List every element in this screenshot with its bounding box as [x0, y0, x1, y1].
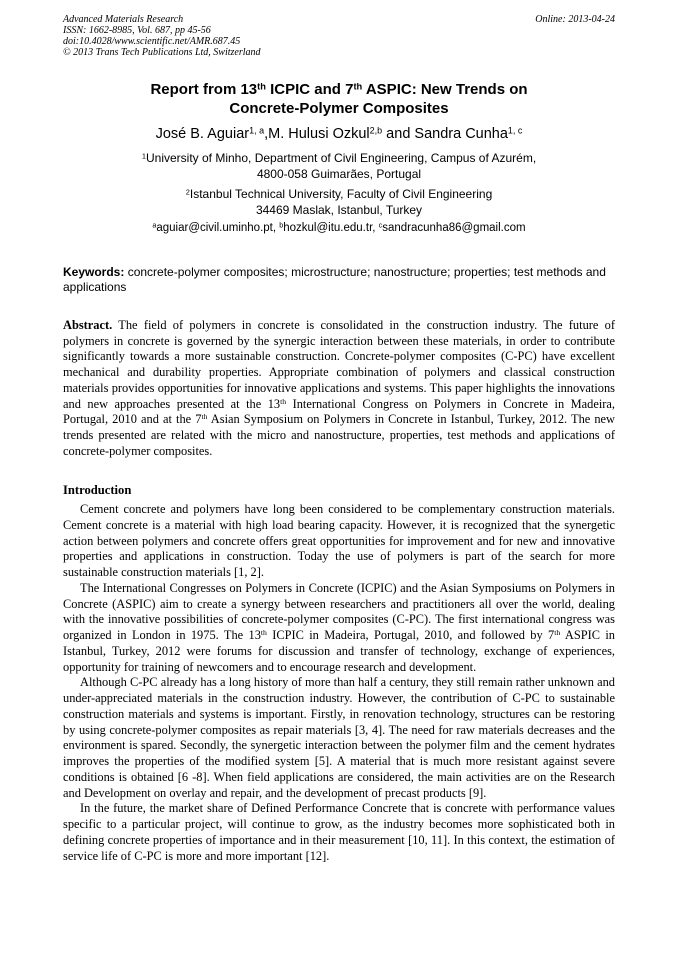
abstract-text: International Congress on Polymers in Concrete in Madeira, Portugal, 2010 and at the 7 [63, 396, 616, 427]
affil-marker: 2 [185, 187, 190, 197]
author-affil-marker: 2,b [369, 125, 383, 136]
title-line-2: Concrete-Polymer Composites [229, 100, 449, 117]
keywords-label: Keywords: [63, 265, 125, 279]
journal-name: Advanced Materials Research [63, 14, 184, 25]
author-affil-marker: 1, c [507, 125, 523, 136]
copyright-line: © 2013 Trans Tech Publications Ltd, Switzerland [63, 47, 261, 58]
email-link[interactable]: sandracunha86@gmail.com [382, 222, 526, 234]
affil-address: 34469 Maslak, Istanbul, Turkey [255, 203, 423, 217]
author-name: José B. Aguiar [155, 126, 250, 142]
author-affil-marker: 1, a [249, 125, 265, 136]
keywords-text: concrete-polymer composites; microstructure; nanostructure; properties; test methods and applications [63, 265, 606, 294]
paragraph: In the future, the market share of Defined Performance Concrete that is concrete with performance values specific to a particular project, will continue to grow, as the industry becomes more sophisticated both in defining concrete properties of importance and in their measurement [10, 11]. In this context, the estimation of service life of C-PC is more and more important [12]. [63, 801, 615, 863]
paragraph-superscript: th [554, 628, 561, 638]
author-name: and Sandra Cunha [382, 126, 508, 142]
paragraph-superscript: th [260, 628, 267, 638]
title-text: Report from 13 [150, 81, 258, 98]
author-emails [63, 221, 615, 236]
introduction-body [63, 502, 615, 864]
doi-line: doi:10.4028/www.scientific.net/AMR.687.45 [63, 36, 241, 47]
abstract-text: The field of polymers in concrete is consolidated in the construction industry. The future of polymers in concrete is governed by the synergic interaction between these materials, in order to contribute significantly towards a more sustainable construction. Concrete-polymer composites (C-PC) have excellent mechanical and durability properties. Appropriate combination of polymers and classical construction materials provides opportunities for innovative applications and systems. This paper highlights the innovations and new approaches presented at the 13 [63, 318, 615, 411]
affil-marker: 1 [141, 151, 146, 161]
author-name: ,M. Hulusi Ozkul [264, 126, 370, 142]
abstract-label: Abstract. [63, 318, 113, 332]
title-superscript: th [257, 81, 266, 92]
title-text: ASPIC: New Trends on [362, 81, 528, 98]
paper-title [63, 80, 615, 118]
title-text: ICPIC and 7 [265, 81, 354, 98]
affiliation-2 [63, 186, 615, 218]
paragraph-text: ASPIC in Istanbul, Turkey, 2012 were forums for discussion and transfer of technology, exchange of experiences, opportunity for training of newcomers and to encourage research and development. [63, 628, 615, 674]
issn-line: ISSN: 1662-8985, Vol. 687, pp 45-56 [63, 25, 211, 36]
title-line-1 [63, 80, 615, 99]
journal-header [63, 14, 615, 58]
paragraph: Cement concrete and polymers have long been considered to be complementary construction materials. Cement concrete is a material with high load bearing capacity. However, it is recognized that the synergetic action between polymers and concrete offers great opportunities for improvement and for new and innovative properties and applications in construction. Today the use of polymers is part of the search for more sustainable construction materials [1, 2]. [63, 502, 615, 579]
email-marker: a [152, 221, 157, 230]
affil-address: 4800-058 Guimarães, Portugal [256, 167, 422, 181]
affil-text: Istanbul Technical University, Faculty of Civil Engineering [189, 187, 493, 201]
affiliation-line [63, 186, 615, 202]
paragraph: Although C-PC already has a long history of more than half a century, they still remain rather unknown and under-appreciated materials in the construction industry. However, the contribution of C-PC to sustainable construction materials and systems is important. Firstly, in renovation technology, structures can be restoring by using concrete-polymer composites as repair materials [3, 4]. The need for raw materials decreases and the environment is spared. Secondly, the synergetic interaction between the polymer film and the cement hydrates improves the properties of the modified system [5]. A material that is much more resistant against severe conditions is obtained [6 -8]. When field applications are considered, the main activities are on the Research and Development on overlay and repair, and the development of precast products [9]. [63, 675, 615, 800]
email-marker: b [279, 221, 284, 230]
affiliation-1 [63, 150, 615, 182]
paragraph-text: The International Congresses on Polymers in Concrete (ICPIC) and the Asian Symposiums on Polymers in Concrete (ASPIC) aim to create a synergy between researchers and practitioners all over the world, dealing with the innovative possibilities of concrete-polymer composites (C-PC). The first international congress was organized in London in 1975. The 13 [63, 580, 615, 642]
abstract-superscript: th [280, 396, 287, 406]
abstract-section [63, 318, 615, 459]
email-link[interactable]: hozkul@itu.edu.tr, [283, 222, 379, 234]
email-marker: c [378, 221, 383, 230]
affil-text: University of Minho, Department of Civil Engineering, Campus of Azurém, [145, 151, 537, 165]
abstract-superscript: th [201, 412, 208, 422]
paragraph-text: ICPIC in Madeira, Portugal, 2010, and followed by 7 [266, 628, 555, 642]
online-date: Online: 2013-04-24 [535, 14, 615, 25]
paragraph [63, 581, 615, 676]
affiliation-line [63, 150, 615, 166]
email-link[interactable]: aguiar@civil.uminho.pt, [156, 222, 280, 234]
abstract-text: Asian Symposium on Polymers in Concrete in Istanbul, Turkey, 2012. The new trends presented are related with the micro and nanostructure, properties, test methods and applications of concrete-polymer composites. [63, 412, 615, 458]
introduction-heading: Introduction [63, 483, 132, 497]
title-superscript: th [353, 81, 363, 92]
author-list [63, 125, 615, 143]
keywords-section [63, 265, 615, 295]
